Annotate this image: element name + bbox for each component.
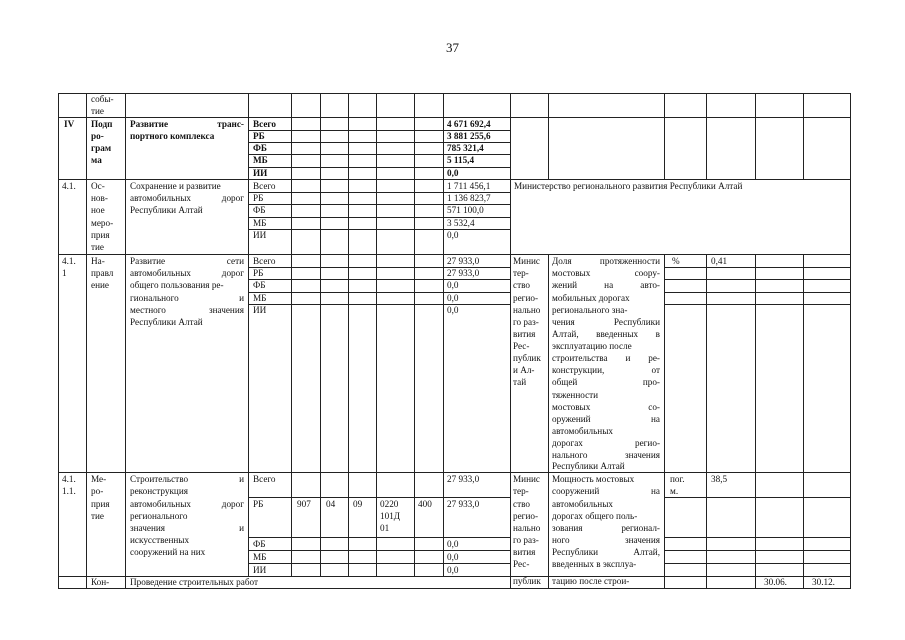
indicator: эксплуатацию после bbox=[552, 341, 632, 351]
budget-code-csr: 01 bbox=[380, 523, 390, 533]
executor: Рес- bbox=[513, 341, 530, 351]
indicator: нального значения bbox=[552, 450, 660, 460]
amount: 0,0 bbox=[447, 565, 459, 575]
cell-type: ро- bbox=[91, 486, 104, 496]
budget-code-csr: 0220 bbox=[380, 499, 399, 509]
cell-type: собы- bbox=[91, 94, 114, 104]
indicator: автомобильных bbox=[552, 499, 613, 509]
executor: нально bbox=[513, 523, 541, 533]
executor: публик bbox=[513, 576, 541, 586]
source-label: МБ bbox=[253, 293, 267, 303]
indicator: ного значения bbox=[552, 535, 660, 545]
cell-type: Ме- bbox=[91, 474, 107, 484]
cell-name: автомобильных дорог bbox=[130, 499, 244, 509]
row-number: 4.1. bbox=[62, 474, 76, 484]
grid-line bbox=[548, 254, 549, 589]
program-table bbox=[58, 93, 851, 589]
amount: 5 115,4 bbox=[447, 155, 475, 165]
amount: 0,0 bbox=[447, 552, 459, 562]
grid-line bbox=[248, 550, 510, 551]
indicator: автомобильных bbox=[552, 426, 613, 436]
cell-name: Проведение строительных работ bbox=[130, 577, 259, 587]
executor: Минис bbox=[513, 256, 540, 266]
indicator: жений на авто- bbox=[552, 280, 660, 290]
cell-type: меро- bbox=[91, 218, 114, 228]
indicator: дорогах общего поль- bbox=[552, 511, 638, 521]
cell-type: ма bbox=[91, 155, 102, 165]
unit: % bbox=[672, 256, 680, 266]
indicator-value: 38,5 bbox=[711, 474, 728, 484]
source-label: РБ bbox=[253, 499, 264, 509]
executor: тай bbox=[513, 377, 527, 387]
cell-name: автомобильных дорог bbox=[130, 193, 244, 203]
grid-line bbox=[125, 93, 126, 589]
cell-name: Развитие сети bbox=[130, 256, 244, 266]
amount: 0,0 bbox=[447, 168, 459, 178]
grid-line bbox=[664, 304, 851, 305]
grid-line bbox=[248, 167, 510, 168]
indicator: Мощность мостовых bbox=[552, 474, 635, 484]
amount: 27 933,0 bbox=[447, 256, 480, 266]
cell-type: тие bbox=[91, 106, 105, 116]
source-label: РБ bbox=[253, 193, 264, 203]
cell-name: гионального и bbox=[130, 293, 244, 303]
grid-line bbox=[348, 93, 349, 577]
row-number: IV bbox=[64, 119, 75, 129]
budget-code-rz: 04 bbox=[326, 499, 336, 509]
source-label: Всего bbox=[253, 256, 276, 266]
amount: 1 711 456,1 bbox=[447, 181, 491, 191]
source-label: РБ bbox=[253, 131, 265, 141]
cell-name: Республики Алтай bbox=[130, 317, 203, 327]
amount: 0,0 bbox=[447, 280, 459, 290]
indicator: чения Республики bbox=[552, 317, 660, 327]
grid-line bbox=[664, 279, 851, 280]
indicator: введенных в эксплуа- bbox=[552, 559, 637, 569]
indicator: регионального зна- bbox=[552, 305, 628, 315]
executor: регио- bbox=[513, 293, 539, 303]
grid-line bbox=[58, 93, 59, 589]
cell-name: сооружений на них bbox=[130, 547, 206, 557]
executor: ство bbox=[513, 280, 530, 290]
cell-type: ение bbox=[91, 280, 109, 290]
unit: м. bbox=[670, 486, 679, 496]
indicator: мостовых соору- bbox=[552, 268, 660, 278]
grid-line bbox=[664, 267, 851, 268]
cell-type: ро- bbox=[91, 131, 104, 141]
grid-line bbox=[755, 93, 756, 180]
amount: 785 321,4 bbox=[447, 143, 484, 153]
indicator: тацию после строи- bbox=[552, 576, 630, 586]
amount: 3 881 255,6 bbox=[447, 131, 491, 141]
amount: 27 933,0 bbox=[447, 499, 480, 509]
cell-type: прия bbox=[91, 499, 110, 509]
cell-name: Сохранение и развитие bbox=[130, 181, 221, 191]
cell-type: Подп bbox=[91, 119, 113, 129]
executor: тер- bbox=[513, 268, 529, 278]
source-label: МБ bbox=[253, 552, 267, 562]
indicator: зования регионал- bbox=[552, 523, 660, 533]
executor: нально bbox=[513, 305, 541, 315]
grid-line bbox=[664, 550, 851, 551]
source-label: ФБ bbox=[253, 143, 267, 153]
source-label: ФБ bbox=[253, 280, 266, 290]
amount: 4 671 692,4 bbox=[447, 119, 491, 129]
indicator: мобильных дорогах bbox=[552, 293, 630, 303]
cell-name: Республики Алтай bbox=[130, 205, 203, 215]
cell-name: значения и bbox=[130, 523, 244, 533]
date-start: 30.06. bbox=[764, 577, 787, 587]
grid-line bbox=[664, 563, 851, 564]
grid-line bbox=[86, 93, 87, 589]
cell-type: правл bbox=[91, 268, 114, 278]
amount: 27 933,0 bbox=[447, 474, 480, 484]
grid-line bbox=[248, 93, 249, 577]
grid-line bbox=[376, 93, 377, 577]
cell-type: грам bbox=[91, 143, 112, 153]
source-label: ИИ bbox=[253, 230, 267, 240]
source-label: ФБ bbox=[253, 539, 266, 549]
grid-line bbox=[755, 254, 756, 589]
source-label: ИИ bbox=[253, 565, 267, 575]
source-label: ИИ bbox=[253, 168, 268, 178]
grid-line bbox=[664, 537, 851, 538]
grid-line bbox=[291, 93, 292, 577]
executor: тер- bbox=[513, 486, 529, 496]
grid-line bbox=[664, 292, 851, 293]
row-number: 1.1. bbox=[62, 486, 76, 496]
grid-line bbox=[664, 93, 665, 180]
executor: Минис bbox=[513, 474, 540, 484]
indicator: Республики Алтай, bbox=[552, 547, 660, 557]
cell-name: реконструкция bbox=[130, 486, 188, 496]
amount: 27 933,0 bbox=[447, 268, 480, 278]
executor: публик bbox=[513, 353, 541, 363]
source-label: ИИ bbox=[253, 305, 267, 315]
cell-type: Кон- bbox=[91, 577, 110, 587]
cell-type: прия bbox=[91, 230, 110, 240]
cell-type: Ос- bbox=[91, 181, 105, 191]
grid-line bbox=[248, 563, 510, 564]
budget-code-pr: 09 bbox=[353, 499, 363, 509]
row-number: 4.1. bbox=[62, 256, 76, 266]
indicator: мостовых со- bbox=[552, 402, 660, 412]
row-number: 1 bbox=[62, 268, 67, 278]
date-end: 30.12. bbox=[812, 577, 835, 587]
indicator-value: 0,41 bbox=[711, 256, 728, 266]
executor: вития bbox=[513, 329, 536, 339]
indicator: общей про- bbox=[552, 377, 660, 387]
executor: го раз- bbox=[513, 535, 539, 545]
cell-name: местного значения bbox=[130, 305, 244, 315]
unit: пог. bbox=[670, 474, 685, 484]
cell-type: На- bbox=[91, 256, 105, 266]
source-label: Всего bbox=[253, 119, 276, 129]
executor: и Ал- bbox=[513, 365, 535, 375]
source-label: Всего bbox=[253, 181, 276, 191]
grid-line bbox=[664, 254, 665, 589]
amount: 3 532,4 bbox=[447, 218, 475, 228]
row-number: 4.1. bbox=[62, 181, 76, 191]
indicator: Доля протяженности bbox=[552, 256, 660, 266]
grid-line bbox=[803, 93, 804, 180]
cell-name: общего пользования ре- bbox=[130, 280, 224, 290]
indicator: строительства и ре- bbox=[552, 353, 660, 363]
cell-name: автомобильных дорог bbox=[130, 268, 244, 278]
amount: 0,0 bbox=[447, 230, 459, 240]
source-label: ФБ bbox=[253, 205, 266, 215]
grid-line bbox=[803, 254, 804, 589]
cell-type: тие bbox=[91, 511, 105, 521]
grid-line bbox=[510, 93, 511, 589]
grid-line bbox=[443, 93, 444, 577]
grid-line bbox=[664, 497, 851, 498]
grid-line bbox=[248, 304, 510, 305]
amount: 0,0 bbox=[447, 539, 459, 549]
grid-line bbox=[706, 254, 707, 589]
indicator: оружений на bbox=[552, 414, 660, 424]
executor: вития bbox=[513, 547, 536, 557]
indicator: тяженности bbox=[552, 390, 599, 400]
source-label: МБ bbox=[253, 155, 268, 165]
indicator: конструкции, от bbox=[552, 365, 660, 375]
cell-name: искусственных bbox=[130, 535, 190, 545]
budget-code-vr: 400 bbox=[418, 499, 432, 509]
page-number: 37 bbox=[446, 40, 459, 55]
grid-line bbox=[58, 93, 851, 94]
amount: 0,0 bbox=[447, 293, 459, 303]
executor: Рес- bbox=[513, 559, 530, 569]
grid-line bbox=[248, 292, 510, 293]
indicator: Алтай, введенных в bbox=[552, 329, 660, 339]
indicator: сооружений на bbox=[552, 486, 660, 496]
amount: 1 136 823,7 bbox=[447, 193, 491, 203]
budget-code-csr: 101Д bbox=[380, 511, 401, 521]
cell-name: регионального bbox=[130, 511, 188, 521]
cell-type: тие bbox=[91, 242, 105, 252]
executor: ство bbox=[513, 499, 530, 509]
amount: 0,0 bbox=[447, 305, 459, 315]
indicator: дорогах регио- bbox=[552, 438, 660, 448]
grid-line bbox=[248, 537, 510, 538]
grid-line bbox=[850, 93, 851, 589]
cell-type: ное bbox=[91, 205, 105, 215]
source-label: МБ bbox=[253, 218, 267, 228]
executor: Министерство регионального развития Республики Алтай bbox=[514, 181, 743, 191]
indicator: Республики Алтай bbox=[552, 461, 625, 471]
grid-line bbox=[414, 93, 415, 577]
cell-name: Развитие транс- bbox=[130, 119, 244, 129]
cell-name: портного комплекса bbox=[130, 131, 215, 141]
amount: 571 100,0 bbox=[447, 205, 484, 215]
grid-line bbox=[320, 93, 321, 577]
source-label: Всего bbox=[253, 474, 276, 484]
source-label: РБ bbox=[253, 268, 264, 278]
cell-type: нов- bbox=[91, 193, 108, 203]
executor: го раз- bbox=[513, 317, 539, 327]
grid-line bbox=[706, 93, 707, 180]
grid-line bbox=[548, 93, 549, 180]
executor: регио- bbox=[513, 511, 539, 521]
budget-code-grbs: 907 bbox=[297, 499, 311, 509]
cell-name: Строительство и bbox=[130, 474, 244, 484]
